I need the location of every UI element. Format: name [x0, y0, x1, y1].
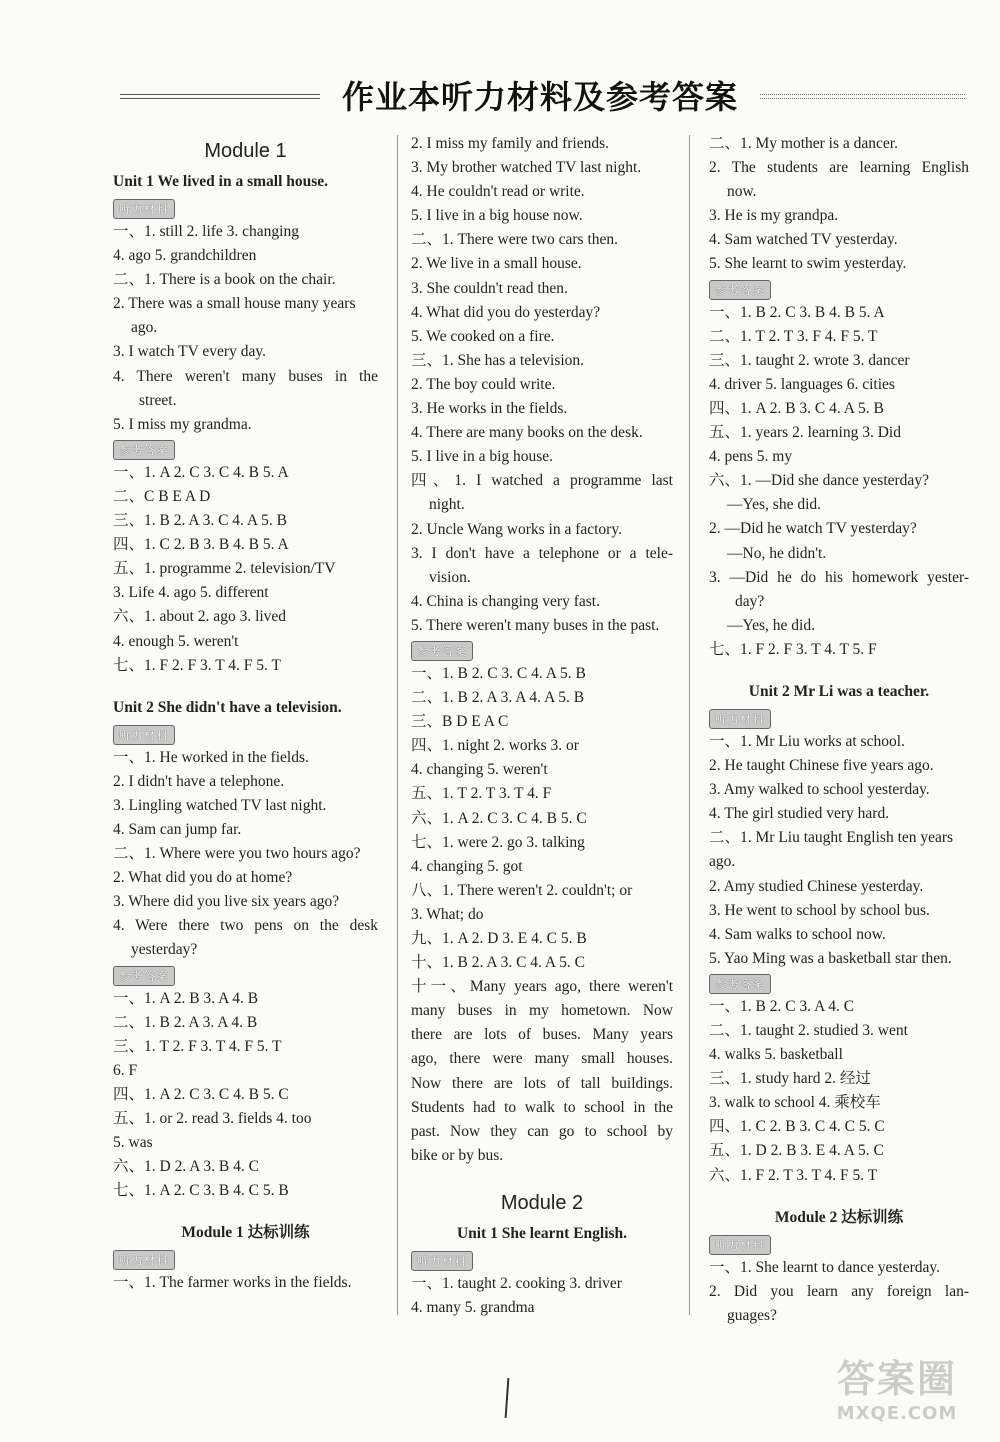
section-tag-row [411, 1248, 673, 1272]
unit-heading: Unit 2 She didn't have a television. [113, 698, 342, 716]
answer-line: 一、1. still 2. life 3. changing [113, 223, 299, 240]
answer-line: 3. Lingling watched TV last night. [113, 796, 327, 814]
section-tag-row [113, 722, 378, 746]
answer-line: 八、1. There weren't 2. couldn't; or [411, 881, 633, 899]
answer-line: 4. changing 5. got [411, 857, 523, 875]
answer-line: 六、1. A 2. C 3. C 4. B 5. C [411, 809, 587, 827]
answer-line: vision. [429, 568, 471, 586]
answer-line: 3. —Did he do his homework yester- [709, 568, 969, 586]
answer-line: 三、1. She has a television. [411, 351, 585, 369]
answer-line: 2. We live in a small house. [411, 255, 582, 273]
answer-line: ago. [709, 853, 736, 871]
answer-line: 4. ago 5. grandchildren [113, 247, 257, 265]
answer-line: 4. many 5. grandma [411, 1299, 535, 1317]
watermark [822, 1348, 972, 1424]
answer-line: 4. Were there two pens on the desk [113, 917, 378, 935]
answer-line: 3. Where did you live six years ago? [113, 893, 340, 911]
answer-line: 4. Sam watched TV yesterday. [709, 231, 898, 249]
answer-line: 二、1. B 2. A 3. A 4. A 5. B [411, 689, 585, 707]
unit-heading: Unit 2 Mr Li was a teacher. [748, 682, 930, 700]
answer-line: 5. I live in a big house. [411, 448, 554, 466]
title-rule-left [120, 94, 320, 99]
answer-line: ago, there were many small houses. [411, 1050, 673, 1068]
answer-line: 五、1. years 2. learning 3. Did [709, 424, 901, 442]
answer-line: 3. My brother watched TV last night. [411, 159, 642, 177]
answer-line: 十一、Many years ago, there weren't [411, 978, 673, 996]
spacer [113, 678, 378, 694]
section-tag-row [709, 971, 969, 995]
answer-line: 四、1. night 2. works 3. or [411, 737, 579, 755]
answer-line: 3. She couldn't read then. [411, 279, 568, 297]
answer-line: 2. Did you learn any foreign lan- [709, 1282, 969, 1300]
listening-material-tag: 听力材料 [709, 1235, 771, 1255]
answer-line: 2. What did you do at home? [113, 869, 293, 887]
column-divider [397, 135, 398, 1315]
answer-line: 6. F [113, 1061, 138, 1079]
answer-line: 一、1. taught 2. cooking 3. driver [411, 1274, 622, 1292]
unit-heading: Unit 1 She learnt English. [456, 1224, 628, 1242]
listening-material-tag: 听力材料 [411, 1251, 473, 1271]
answer-line: 十、1. B 2. A 3. C 4. A 5. C [411, 954, 585, 972]
answer-line: 3. I watch TV every day. [113, 343, 266, 361]
answer-line: 5. We cooked on a fire. [411, 327, 555, 345]
answer-line: 二、1. Where were you two hours ago? [113, 845, 361, 863]
answer-line: —No, he didn't. [727, 544, 827, 562]
answer-line: 2. The students are learning English [709, 159, 969, 177]
answer-line: 4. What did you do yesterday? [411, 303, 601, 321]
answer-line: 4. driver 5. languages 6. cities [709, 375, 895, 393]
answer-line: —Yes, he did. [727, 616, 815, 634]
answer-line: 一、1. Mr Liu works at school. [709, 732, 905, 750]
listening-material-tag: 听力材料 [709, 709, 771, 729]
answer-key-tag: 参考答案 [709, 280, 771, 300]
answer-line: 三、1. study hard 2. 经过 [709, 1070, 871, 1088]
answer-line: 五、1. T 2. T 3. T 4. F [411, 785, 552, 803]
answer-line: 3. I don't have a telephone or a tele- [411, 544, 673, 562]
answer-line: 3. walk to school 4. 乘校车 [709, 1094, 881, 1112]
title-rule-right [760, 94, 965, 99]
section-tag-row [113, 1247, 378, 1271]
answer-line: 5. I live in a big house now. [411, 207, 583, 225]
answer-line: 七、1. F 2. F 3. T 4. F 5. T [113, 656, 281, 674]
answer-line: 二、1. B 2. A 3. A 4. B [113, 1013, 258, 1031]
answer-line: 5. She learnt to swim yesterday. [709, 255, 907, 273]
answer-line: 三、1. B 2. A 3. C 4. A 5. B [113, 512, 287, 530]
section-tag-row [113, 437, 378, 461]
answer-line: 2. The boy could write. [411, 375, 556, 393]
answer-line: 5. There weren't many buses in the past. [411, 616, 660, 634]
answer-line: 2. There was a small house many years [113, 295, 356, 313]
module-heading: Module 2 [500, 1191, 584, 1214]
spacer [709, 662, 969, 678]
section-tag-row [709, 1232, 969, 1256]
answer-line: day? [735, 592, 765, 610]
answer-line: 七、1. A 2. C 3. B 4. C 5. B [113, 1182, 289, 1200]
answer-line: there are lots of buses. Many years [411, 1026, 673, 1044]
answer-line: 六、1. D 2. A 3. B 4. C [113, 1158, 259, 1176]
answer-line: 四、1. A 2. C 3. C 4. B 5. C [113, 1085, 289, 1103]
answer-line: —Yes, she did. [727, 496, 822, 514]
answer-line: 六、1. F 2. T 3. T 4. F 5. T [709, 1166, 878, 1184]
answer-line: 二、1. There were two cars then. [411, 231, 619, 249]
answer-line: 二、1. My mother is a dancer. [709, 135, 898, 152]
answer-line: 四、1. A 2. B 3. C 4. A 5. B [709, 399, 884, 417]
answer-line: 六、1. —Did she dance yesterday? [709, 472, 929, 490]
answer-line: 一、1. B 2. C 3. B 4. B 5. A [709, 303, 885, 321]
answer-line: 五、1. or 2. read 3. fields 4. too [113, 1110, 312, 1127]
unit-heading: Unit 1 We lived in a small house. [113, 173, 329, 190]
answer-line: 一、1. He worked in the fields. [113, 748, 309, 766]
answer-line: 二、1. Mr Liu taught English ten years [709, 829, 954, 847]
answer-line: 4. China is changing very fast. [411, 592, 600, 610]
answer-line: 2. Amy studied Chinese yesterday. [709, 877, 924, 895]
answer-key-tag: 参考答案 [411, 641, 473, 661]
section-tag-row [709, 706, 969, 730]
spacer [709, 1188, 969, 1204]
unit-heading: Module 2 达标训练 [774, 1208, 904, 1226]
answer-line: Now there are lots of tall buildings. [411, 1074, 673, 1092]
answer-line: now. [727, 183, 757, 201]
answer-line: yesterday? [131, 941, 198, 959]
answer-line: 4. He couldn't read or write. [411, 183, 585, 201]
answer-column-1 [113, 132, 378, 1295]
answer-line: 2. Uncle Wang works in a factory. [411, 520, 622, 538]
answer-line: 一、1. A 2. B 3. A 4. B [113, 989, 259, 1007]
answer-line: 4. The girl studied very hard. [709, 805, 890, 823]
section-tag-row [113, 196, 378, 220]
answer-line: 五、1. D 2. B 3. E 4. A 5. C [709, 1142, 884, 1160]
answer-line: 一、1. B 2. C 3. C 4. A 5. B [411, 664, 586, 682]
section-tag-row [709, 277, 969, 301]
answer-line: 2. I miss my family and friends. [411, 135, 610, 152]
answer-line: 3. He works in the fields. [411, 400, 568, 418]
module-heading: Module 1 [204, 140, 287, 162]
answer-line: 二、C B E A D [113, 487, 211, 505]
answer-line: 4. Sam can jump far. [113, 820, 242, 838]
listening-material-tag: 听力材料 [113, 725, 175, 745]
answer-line: 一、1. She learnt to dance yesterday. [709, 1258, 940, 1276]
answer-line: past. Now they can go to school by [411, 1122, 673, 1140]
answer-line: 3. He went to school by school bus. [709, 901, 930, 919]
column-divider [689, 135, 690, 1315]
answer-line: 一、1. A 2. C 3. C 4. B 5. A [113, 463, 289, 481]
answer-line: 六、1. about 2. ago 3. lived [113, 608, 287, 626]
answer-key-tag: 参考答案 [709, 974, 771, 994]
answer-line: 二、1. taught 2. studied 3. went [709, 1022, 908, 1039]
answer-line: 四、1. C 2. B 3. C 4. C 5. C [709, 1118, 885, 1136]
answer-line: 七、1. were 2. go 3. talking [411, 833, 585, 851]
page-title: 作业本听力材料及参考答案 [341, 78, 738, 116]
answer-line: 4. changing 5. weren't [411, 761, 548, 779]
answer-line: 4. There are many books on the desk. [411, 424, 643, 442]
answer-line: 三、B D E A C [411, 713, 509, 731]
answer-line: 2. I didn't have a telephone. [113, 772, 285, 790]
answer-line: 2. —Did he watch TV yesterday? [709, 520, 917, 538]
answer-line: 五、1. programme 2. television/TV [113, 560, 336, 578]
answer-column-3 [709, 132, 969, 1328]
answer-line: street. [139, 391, 177, 409]
answer-line: 九、1. A 2. D 3. E 4. C 5. B [411, 930, 587, 947]
answer-key-tag: 参考答案 [113, 440, 175, 460]
answer-line: 4. walks 5. basketball [709, 1046, 843, 1064]
unit-heading: Module 1 达标训练 [181, 1224, 310, 1242]
answer-line: 四、1. I watched a programme last [411, 472, 673, 490]
answer-line: 一、1. The farmer works in the fields. [113, 1274, 352, 1292]
answer-line: 4. pens 5. my [709, 448, 793, 466]
answer-line: 5. was [113, 1134, 153, 1152]
spacer [113, 1203, 378, 1219]
page-mark [505, 1378, 510, 1418]
listening-material-tag: 听力材料 [113, 199, 175, 219]
answer-line: 3. He is my grandpa. [709, 207, 839, 225]
answer-line: many buses in my hometown. Now [411, 1002, 673, 1020]
answer-line: 二、1. T 2. T 3. F 4. F 5. T [709, 327, 878, 345]
answer-line: 3. What; do [411, 905, 484, 923]
answer-line: bike or by bus. [411, 1146, 504, 1164]
answer-line: 3. Life 4. ago 5. different [113, 584, 269, 602]
answer-line: 四、1. C 2. B 3. B 4. B 5. A [113, 536, 289, 554]
answer-line: 5. Yao Ming was a basketball star then. [709, 949, 952, 967]
answer-line: 三、1. T 2. F 3. T 4. F 5. T [113, 1037, 282, 1055]
answer-line: 七、1. F 2. F 3. T 4. T 5. F [709, 640, 877, 658]
answer-line: night. [429, 496, 465, 514]
section-tag-row [113, 963, 378, 987]
answer-key-tag: 参考答案 [113, 966, 175, 986]
answer-line: guages? [727, 1306, 777, 1324]
answer-line: 二、1. There is a book on the chair. [113, 271, 336, 289]
answer-line: 三、1. taught 2. wrote 3. dancer [709, 351, 910, 369]
answer-line: 一、1. B 2. C 3. A 4. C [709, 997, 855, 1015]
answer-line: 3. Amy walked to school yesterday. [709, 781, 930, 799]
answer-column-2 [411, 132, 673, 1320]
spacer [411, 1168, 673, 1184]
answer-line: ago. [131, 319, 158, 337]
answer-line: 5. I miss my grandma. [113, 415, 252, 433]
watermark-logo: 答案圈 [836, 1357, 957, 1401]
answer-line: 2. He taught Chinese five years ago. [709, 757, 934, 775]
answer-line: 4. There weren't many buses in the [113, 367, 378, 385]
section-tag-row [411, 638, 673, 662]
answer-line: 4. Sam walks to school now. [709, 925, 886, 943]
listening-material-tag: 听力材料 [113, 1250, 175, 1270]
watermark-url: MXQE.COM [836, 1403, 958, 1424]
answer-line: Students had to walk to school in the [411, 1098, 673, 1116]
answer-line: 4. enough 5. weren't [113, 632, 239, 650]
